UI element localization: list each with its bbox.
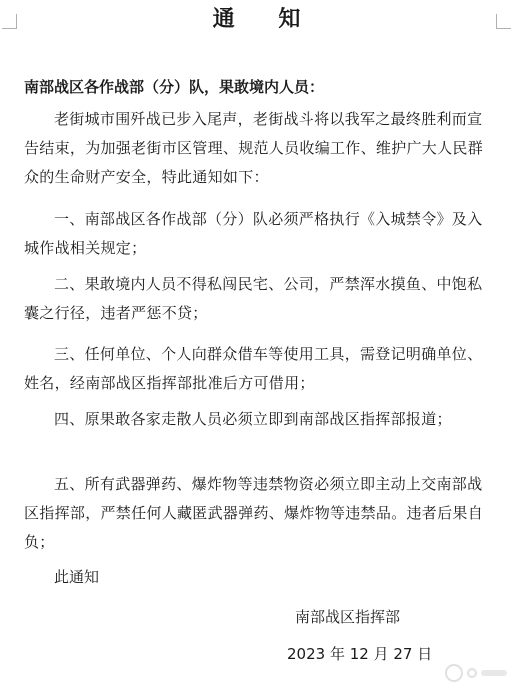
intro-paragraph: 老街城市围歼战已步入尾声，老街战斗将以我军之最终胜利而宣告结束，为加强老街市区管理、规范人员收编工作、维护广大人民群众的生命财产安全，特此通知如下： (24, 110, 484, 186)
watermark-ring-icon (445, 664, 463, 682)
rule-item-1: 一、南部战区各作战部（分）队必须严格执行《入城禁令》及入城作战相关规定； (24, 210, 483, 257)
rule-item-5: 五、所有武器弹药、爆炸物等违禁物资必须立即主动上交南部战区指挥部，严禁任何人藏匿武器弹药、爆炸物等违禁品。违者后果自负； (24, 475, 484, 551)
rule-item-3: 三、任何单位、个人向群众借车等使用工具，需登记明确单位、姓名，经南部战区指挥部批准后方可借用； (24, 345, 483, 392)
document-title: 通 知 (212, 6, 319, 32)
watermark-bar-icon (481, 670, 507, 676)
rule-item-4: 四、原果敢各家走散人员必须立即到南部战区指挥部报道； (54, 410, 452, 428)
rule-item-2: 二、果敢境内人员不得私闯民宅、公司，严禁浑水摸鱼、中饱私囊之行径，违者严惩不贷； (24, 275, 483, 322)
watermark-ring-icon (467, 668, 477, 678)
watermark-logo (445, 662, 507, 684)
document-addressee: 南部战区各作战部（分）队，果敢境内人员： (24, 78, 325, 96)
signatory: 南部战区指挥部 (295, 608, 401, 626)
document-date: 2023 年 12 月 27 日 (287, 645, 433, 663)
closing-line: 此通知 (54, 568, 100, 586)
